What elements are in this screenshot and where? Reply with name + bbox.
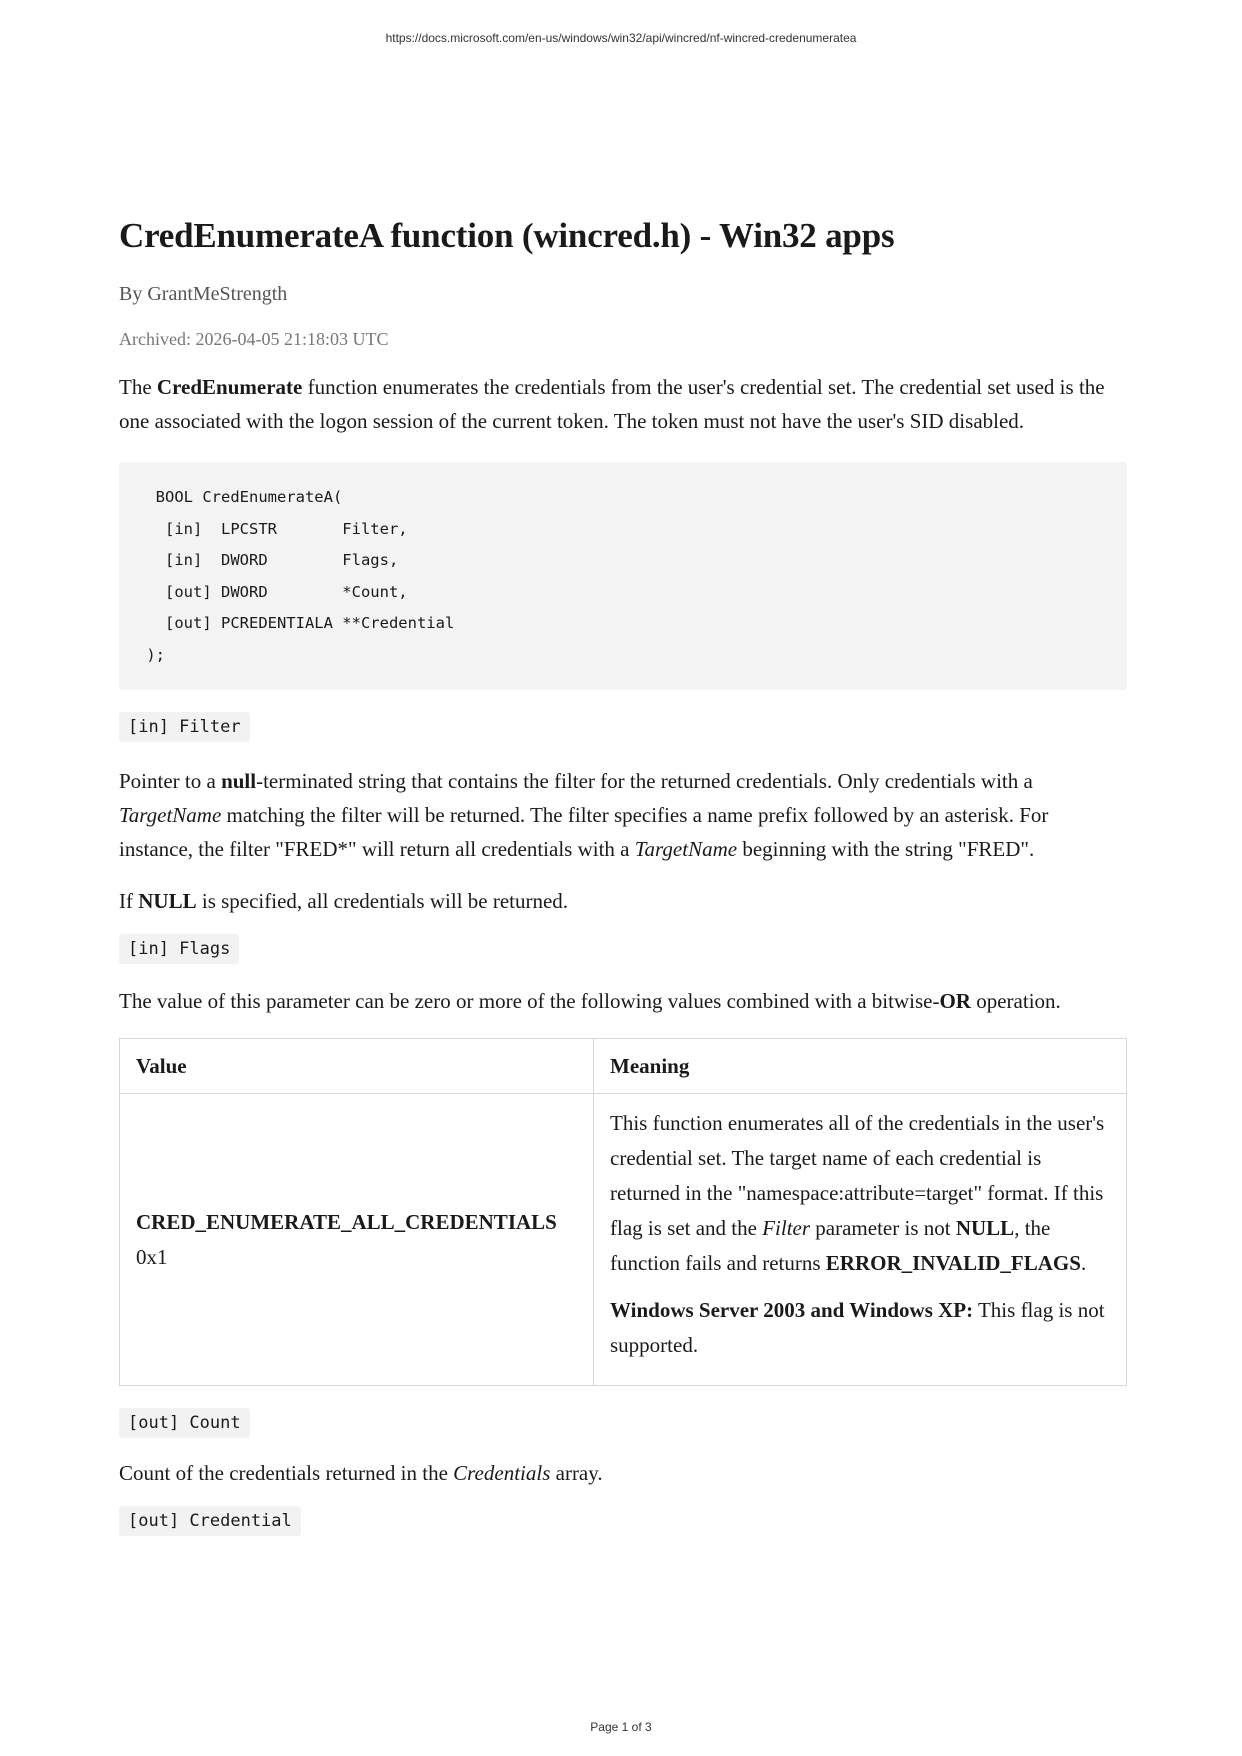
intro-paragraph: The CredEnumerate function enumerates the credentials from the user's credential set. The credential set used is the one associated with the logon session of the current token. The token must not have the user's SID disabled.: [119, 375, 1105, 433]
param-credential-tag: [out] Credential: [119, 1506, 301, 1536]
flag-hex: 0x1: [136, 1244, 168, 1269]
page-number: Page 1 of 3: [590, 1720, 652, 1734]
meaning-cell: [594, 1094, 1127, 1386]
archived-timestamp: Archived: 2026-04-05 21:18:03 UTC: [119, 329, 389, 349]
table-row: [120, 1094, 1127, 1386]
column-header-meaning: Meaning: [594, 1039, 1127, 1094]
value-cell: [120, 1094, 594, 1386]
code-line: [out] PCREDENTIALA **Credential: [137, 614, 455, 632]
article: [119, 212, 1127, 1536]
count-description: Count of the credentials returned in the Credentials array.: [119, 1461, 603, 1485]
code-line: [in] LPCSTR Filter,: [137, 519, 408, 538]
source-url: https://docs.microsoft.com/en-us/windows/win32/api/wincred/nf-wincred-credenumeratea: [385, 31, 857, 45]
code-line: );: [137, 645, 165, 664]
filter-null-note: If NULL is specified, all credentials will be returned.: [119, 889, 569, 913]
page-title: CredEnumerateA function (wincred.h) - Win32 apps: [119, 216, 895, 255]
syntax-code-block: [119, 462, 1127, 690]
column-header-value: Value: [120, 1039, 594, 1094]
byline: By GrantMeStrength: [119, 283, 288, 305]
flag-name: CRED_ENUMERATE_ALL_CREDENTIALS: [136, 1209, 557, 1234]
function-name: CredEnumerate: [156, 375, 303, 399]
filter-description: Pointer to a null-terminated string that contains the filter for the returned credentials. Only credentials with a TargetName matching the filter will be returned. The filter specifies a name prefix followed by an asterisk. For instance, the filter "FRED*" will return all credentials with a TargetName beginning with the string "FRED".: [119, 769, 1049, 861]
meaning-text: This function enumerates all of the credentials in the user's credential set. The target name of each credential is returned in the "namespace:attribute=target" format. If this flag is set and the Filter parameter is not NULL, the function fails and returns ERROR_INVALID_FLAGS.: [610, 1111, 1105, 1275]
code-line: [in] DWORD Flags,: [137, 551, 399, 569]
param-flags-tag: [in] Flags: [119, 934, 239, 964]
table-header-row: [120, 1039, 1127, 1094]
flags-table: [119, 1038, 1127, 1386]
code-line: BOOL CredEnumerateA(: [137, 488, 343, 506]
flags-description: The value of this parameter can be zero or more of the following values combined with a bitwise-OR operation.: [119, 989, 1061, 1013]
meaning-note: Windows Server 2003 and Windows XP: This flag is not supported.: [610, 1298, 1105, 1357]
param-count-tag: [out] Count: [119, 1408, 250, 1438]
param-filter-tag: [in] Filter: [119, 712, 250, 742]
code-line: [out] DWORD *Count,: [137, 582, 408, 601]
